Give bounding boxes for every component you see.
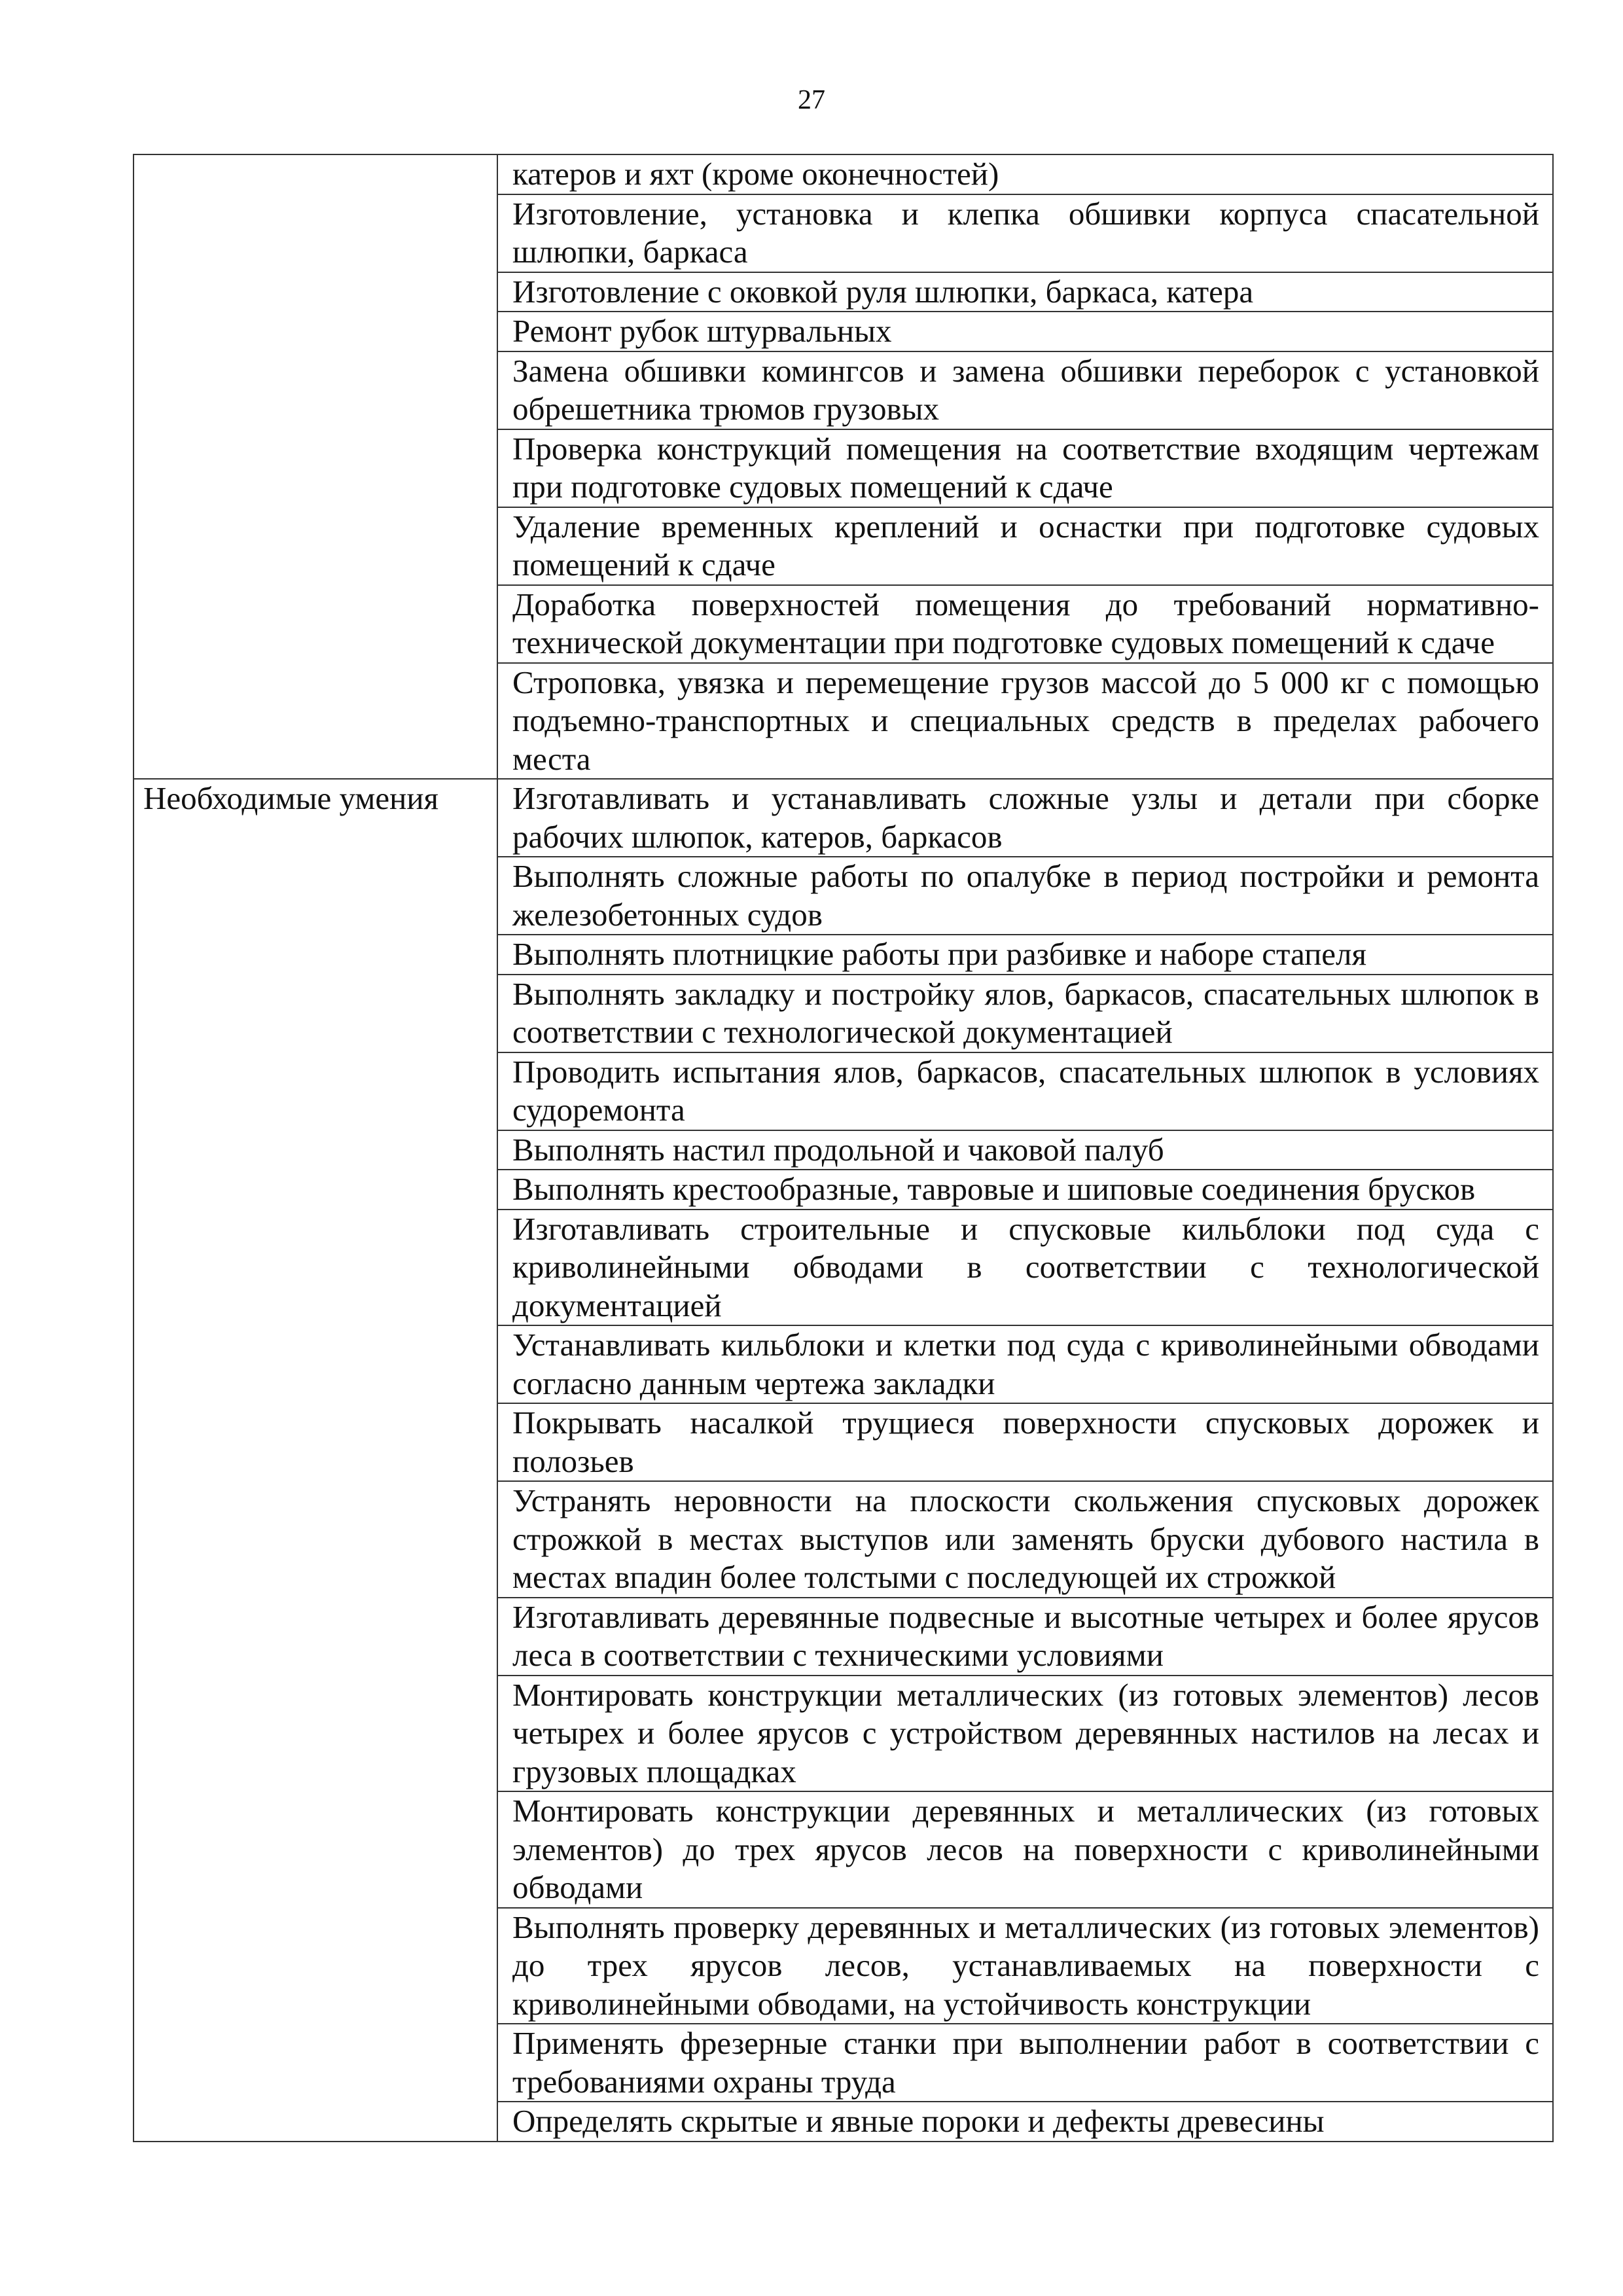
table-row — [134, 154, 1553, 194]
table-row — [134, 779, 1553, 857]
table-cell: Выполнять плотницкие работы при разбивке и наборе стапеля — [497, 935, 1553, 975]
section-label-skills: Необходимые умения — [134, 779, 497, 2142]
table-cell: Выполнять крестообразные, тавровые и шиповые соединения брусков — [497, 1170, 1553, 1210]
table-cell: Изготовление с оковкой руля шлюпки, баркаса, катера — [497, 272, 1553, 312]
table-cell: Доработка поверхностей помещения до требований нормативно-технической документации при подготовке судовых помещений к сдаче — [497, 585, 1553, 663]
table-cell: Выполнять закладку и постройку ялов, баркасов, спасательных шлюпок в соответствии с технологической документацией — [497, 975, 1553, 1052]
table-cell: Проводить испытания ялов, баркасов, спасательных шлюпок в условиях судоремонта — [497, 1052, 1553, 1130]
table-cell: Ремонт рубок штурвальных — [497, 312, 1553, 351]
table-cell: Применять фрезерные станки при выполнении работ в соответствии с требованиями охраны труда — [497, 2024, 1553, 2102]
table-cell: Выполнять сложные работы по опалубке в период постройки и ремонта железобетонных судов — [497, 857, 1553, 935]
table-cell: Монтировать конструкции металлических (из готовых элементов) лесов четырех и более ярусов с устройством деревянных настилов на лесах и грузовых площадках — [497, 1676, 1553, 1792]
table-cell: Устанавливать кильблоки и клетки под суда с криволинейными обводами согласно данным чертежа закладки — [497, 1325, 1553, 1403]
table-cell: Устранять неровности на плоскости скольжения спусковых дорожек строжкой в местах выступов или заменять бруски дубового настила в местах впадин более толстыми с последующей их строжкой — [497, 1481, 1553, 1598]
table-cell: Выполнять проверку деревянных и металлических (из готовых элементов) до трех ярусов лесов, устанавливаемых на поверхности с криволинейными обводами, на устойчивость конструкции — [497, 1908, 1553, 2024]
table-cell: Удаление временных креплений и оснастки при подготовке судовых помещений к сдаче — [497, 507, 1553, 585]
table-cell: Определять скрытые и явные пороки и дефекты древесины — [497, 2102, 1553, 2142]
table-cell: Проверка конструкций помещения на соответствие входящим чертежам при подготовке судовых помещений к сдаче — [497, 429, 1553, 507]
page-number: 27 — [798, 85, 825, 115]
table-cell: Изготовление, установка и клепка обшивки корпуса спасательной шлюпки, баркаса — [497, 194, 1553, 272]
section-label-empty — [134, 154, 497, 779]
table-cell: Изготавливать деревянные подвесные и высотные четырех и более ярусов леса в соответствии с техническими условиями — [497, 1598, 1553, 1676]
competency-table — [133, 154, 1554, 2142]
table-cell: Изготавливать строительные и спусковые кильблоки под суда с криволинейными обводами в соответствии с технологической документацией — [497, 1210, 1553, 1326]
table-cell: Выполнять настил продольной и чаковой палуб — [497, 1130, 1553, 1170]
table-cell: катеров и яхт (кроме оконечностей) — [497, 154, 1553, 194]
table-cell: Замена обшивки комингсов и замена обшивки переборок с установкой обрешетника трюмов грузовых — [497, 351, 1553, 429]
table-cell: Монтировать конструкции деревянных и металлических (из готовых элементов) до трех ярусов лесов на поверхности с криволинейными обводами — [497, 1791, 1553, 1908]
table-cell: Строповка, увязка и перемещение грузов массой до 5 000 кг с помощью подъемно-транспортных и специальных средств в пределах рабочего места — [497, 663, 1553, 780]
table-cell: Покрывать насалкой трущиеся поверхности спусковых дорожек и полозьев — [497, 1403, 1553, 1481]
table-cell: Изготавливать и устанавливать сложные узлы и детали при сборке рабочих шлюпок, катеров, баркасов — [497, 779, 1553, 857]
